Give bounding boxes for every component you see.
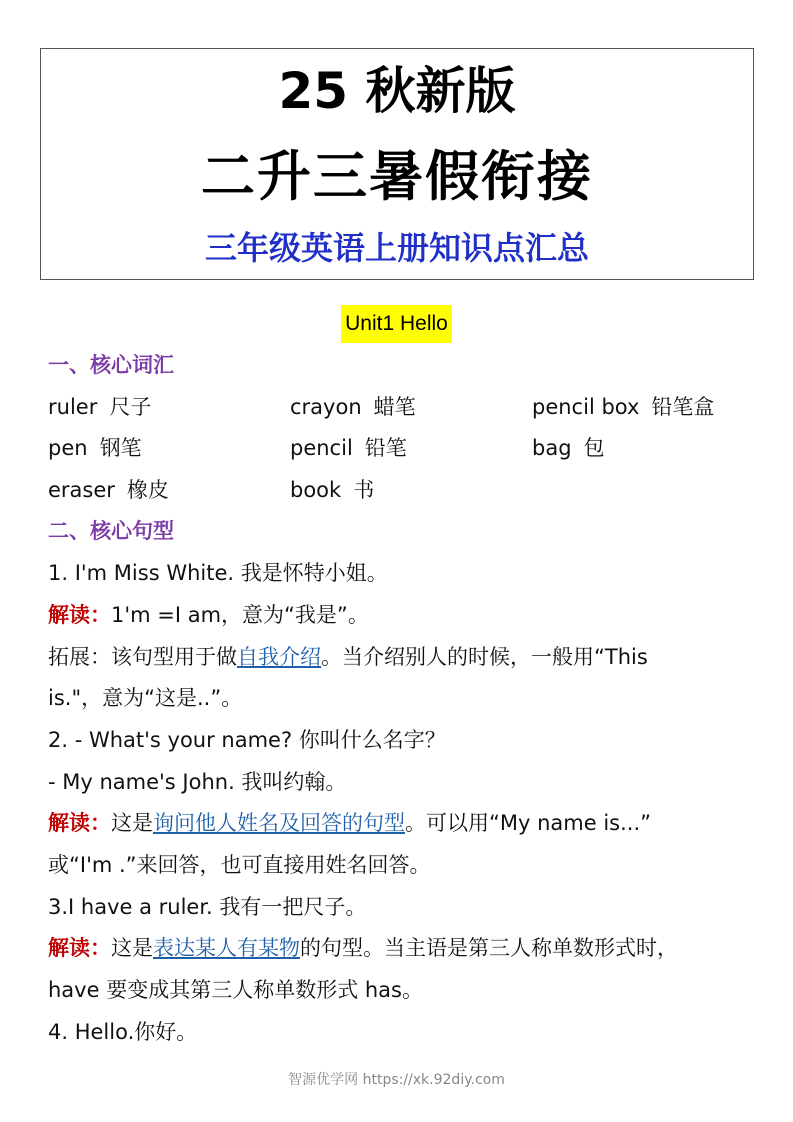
note-link[interactable]: 表达某人有某物 bbox=[153, 936, 300, 960]
vocab-item bbox=[532, 433, 605, 463]
sentence-2-note-cont: 或“I'm .”来回答，也可直接用姓名回答。 bbox=[48, 853, 431, 877]
sentence-3: 3.I have a ruler. 我有一把尺子。 bbox=[48, 895, 367, 919]
vocab-zh: 钢笔 bbox=[99, 436, 142, 460]
title-box bbox=[40, 48, 754, 280]
vocab-en: ruler bbox=[48, 395, 98, 419]
footer-watermark: 智源优学网 https://xk.92diy.com bbox=[288, 1072, 505, 1088]
note-rest: 。可以用“My name is...” bbox=[405, 811, 652, 835]
note-link[interactable]: 询问他人姓名及回答的句型 bbox=[153, 811, 405, 835]
sentence-1-note bbox=[48, 600, 369, 630]
vocab-item bbox=[290, 392, 416, 422]
subtitle: 三年级英语上册知识点汇总 bbox=[204, 229, 589, 267]
vocab-zh: 蜡笔 bbox=[373, 395, 416, 419]
vocab-zh: 铅笔盒 bbox=[651, 395, 715, 419]
title-line-2: 二升三暑假衔接 bbox=[201, 145, 593, 208]
vocab-item bbox=[290, 433, 407, 463]
extension-label: 拓展：该句型用于做 bbox=[48, 645, 237, 669]
sentence-2-note bbox=[48, 808, 651, 838]
vocab-item bbox=[48, 475, 169, 505]
vocab-item bbox=[48, 392, 151, 422]
note-rest: 的句型。当主语是第三人称单数形式时， bbox=[300, 936, 678, 960]
vocab-en: pencil box bbox=[532, 395, 640, 419]
note-text: 1'm =I am，意为“我是”。 bbox=[111, 603, 369, 627]
unit-header bbox=[0, 305, 793, 343]
sentence-4: 4. Hello.你好。 bbox=[48, 1020, 198, 1044]
extension-link[interactable]: 自我介绍 bbox=[237, 645, 321, 669]
vocab-en: bag bbox=[532, 436, 572, 460]
vocab-item bbox=[290, 475, 374, 505]
note-label: 解读： bbox=[48, 811, 111, 835]
vocab-zh: 橡皮 bbox=[126, 478, 169, 502]
sentence-3-note bbox=[48, 933, 678, 963]
vocab-en: book bbox=[290, 478, 342, 502]
sentence-1-extension bbox=[48, 642, 648, 672]
vocab-en: pen bbox=[48, 436, 88, 460]
unit-title: Unit1 Hello bbox=[341, 305, 452, 343]
note-pre: 这是 bbox=[111, 811, 153, 835]
sentence-2-answer: - My name's John. 我叫约翰。 bbox=[48, 770, 347, 794]
vocab-zh: 书 bbox=[353, 478, 375, 502]
sentence-1-extension-cont: is."，意为“这是..”。 bbox=[48, 686, 243, 710]
vocab-zh: 尺子 bbox=[109, 395, 152, 419]
note-pre: 这是 bbox=[111, 936, 153, 960]
vocab-en: eraser bbox=[48, 478, 115, 502]
vocab-en: crayon bbox=[290, 395, 362, 419]
extension-rest: 。当介绍别人的时候，一般用“This bbox=[321, 645, 648, 669]
section-heading-sentences: 二、核心句型 bbox=[48, 519, 174, 543]
sentence-1: 1. I'm Miss White. 我是怀特小姐。 bbox=[48, 561, 388, 585]
vocab-item bbox=[532, 392, 714, 422]
sentence-3-note-cont: have 要变成其第三人称单数形式 has。 bbox=[48, 978, 423, 1002]
note-label: 解读： bbox=[48, 936, 111, 960]
title-line-1: 25 秋新版 bbox=[278, 62, 516, 120]
note-label: 解读： bbox=[48, 603, 111, 627]
vocab-zh: 包 bbox=[583, 436, 605, 460]
section-heading-vocab: 一、核心词汇 bbox=[48, 353, 174, 377]
vocab-zh: 铅笔 bbox=[364, 436, 407, 460]
vocab-en: pencil bbox=[290, 436, 353, 460]
sentence-2: 2. - What's your name? 你叫什么名字？ bbox=[48, 728, 446, 752]
vocab-item bbox=[48, 433, 142, 463]
